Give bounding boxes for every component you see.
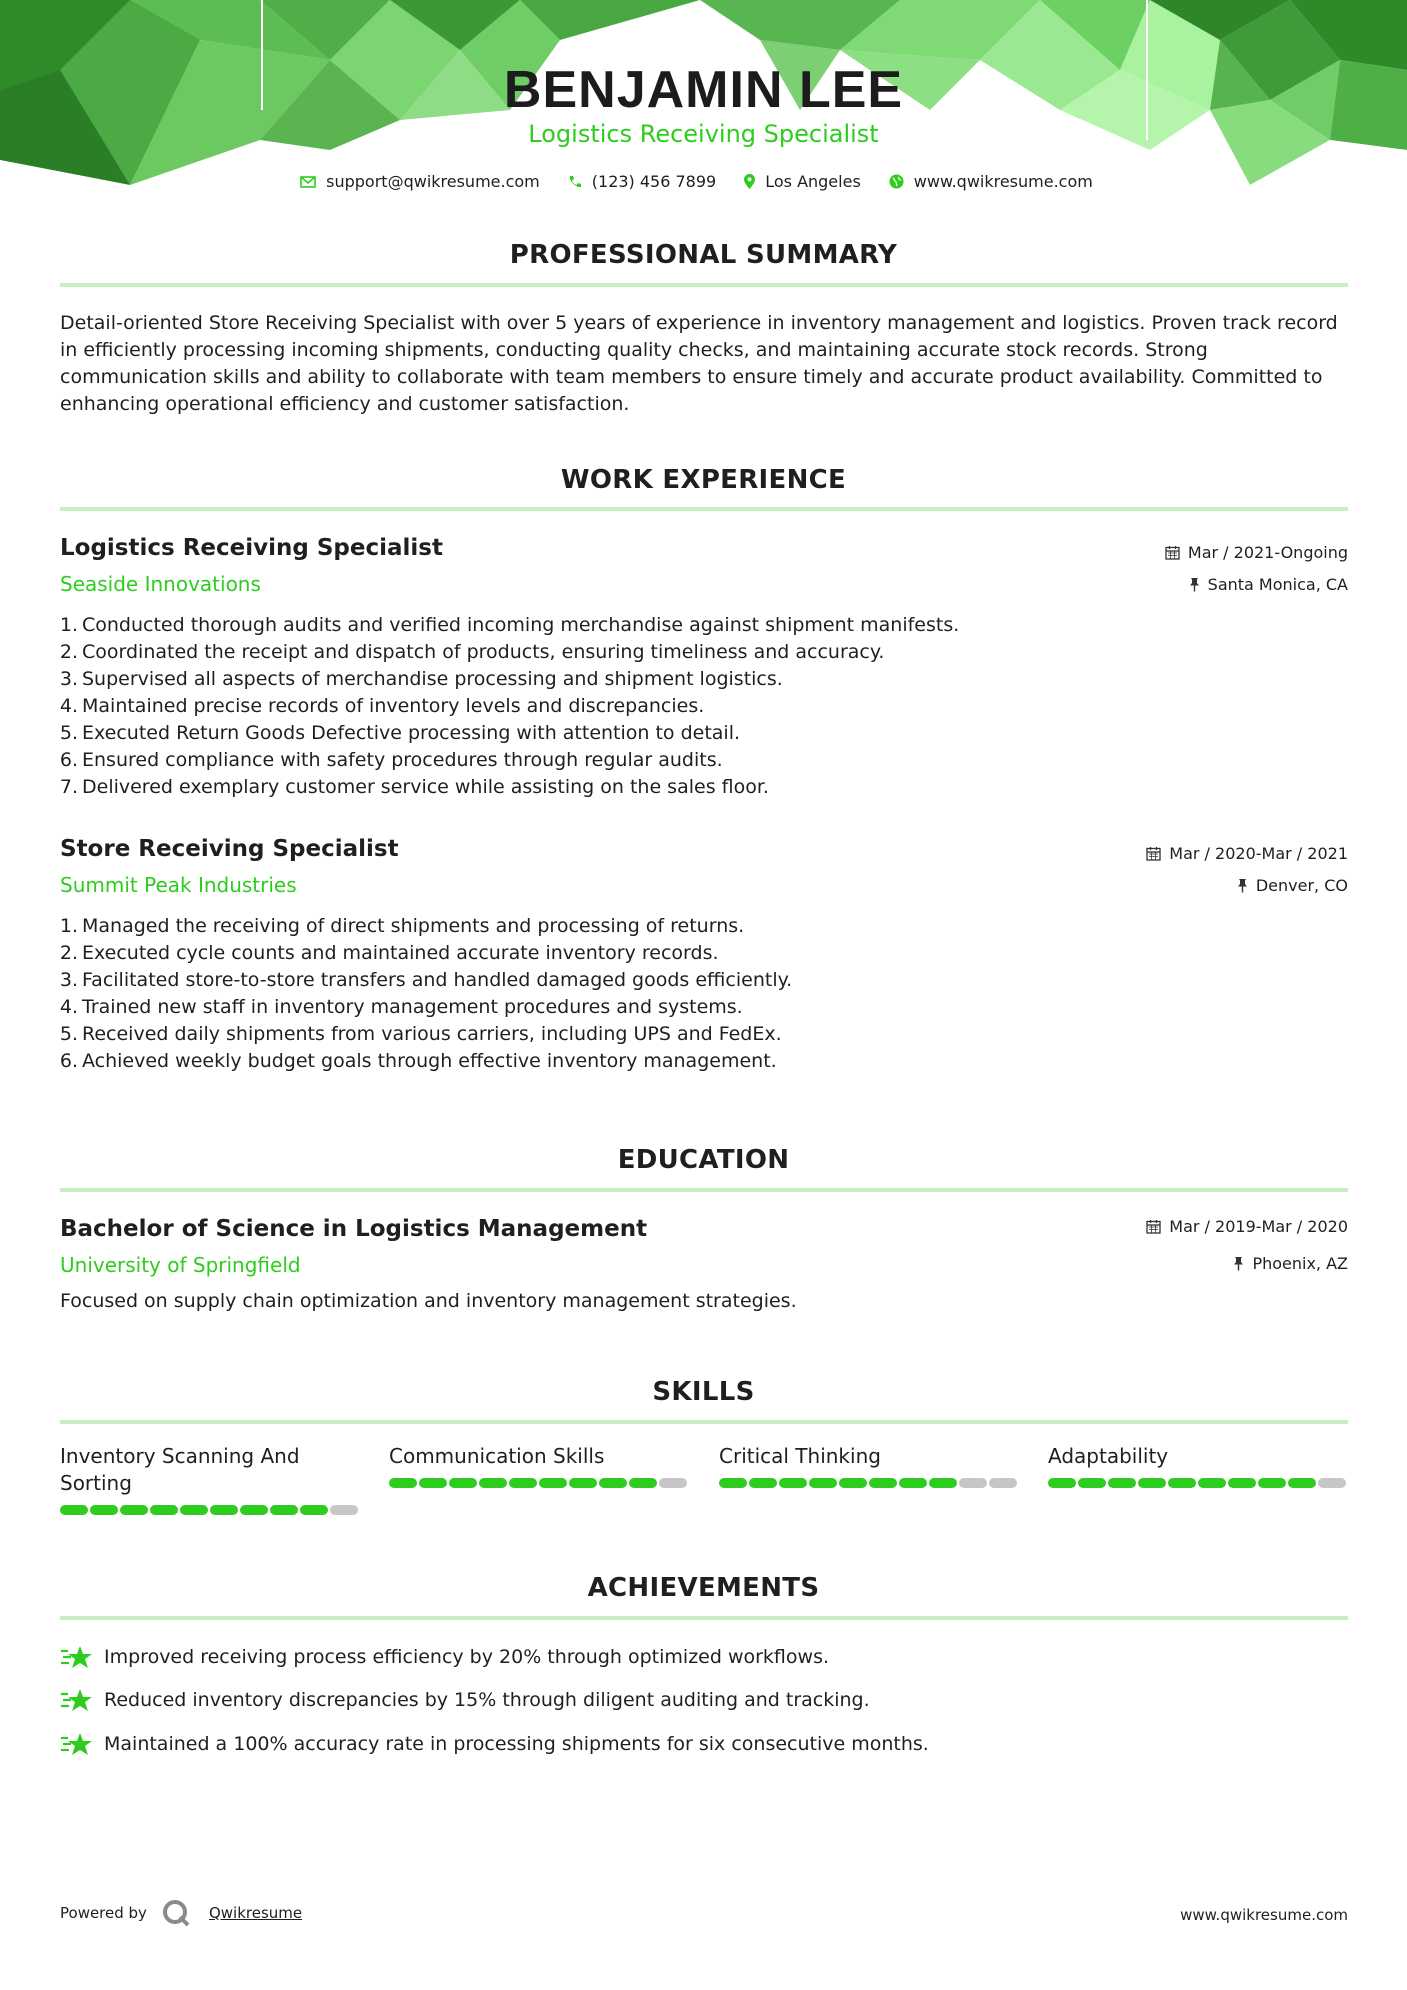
achievement-text: Maintained a 100% accuracy rate in processing shipments for six consecutive months. <box>104 1733 929 1755</box>
calendar-icon <box>1146 846 1161 861</box>
skill-item <box>1048 1443 1348 1488</box>
degree-title: Bachelor of Science in Logistics Management <box>60 1216 648 1242</box>
contact-bar <box>0 172 1407 191</box>
achievement-item <box>60 1686 870 1714</box>
list-item: 5. Executed Return Goods Defective processing with attention to detail. <box>59 722 741 744</box>
skill-segment-filled <box>509 1478 537 1488</box>
list-item: 1. Managed the receiving of direct shipments and processing of returns. <box>59 915 745 937</box>
website-text: www.qwikresume.com <box>913 172 1093 191</box>
skill-segment-filled <box>449 1478 477 1488</box>
summary-text: Detail-oriented Store Receiving Specialist with over 5 years of experience in inventory management and logistics. Proven track record in efficiently processing incoming shipments, conducting quality checks, and maintaining accurate stock records. Strong communication skills and ability to collaborate with team members to ensure timely and accurate product availability. Committed to enhancing operational efficiency and customer satisfaction. <box>60 312 1338 415</box>
pushpin-icon <box>1189 577 1200 592</box>
skill-segment-empty <box>1318 1478 1346 1488</box>
qwikresume-logo-icon <box>161 1898 191 1928</box>
skill-segment-filled <box>779 1478 807 1488</box>
skill-segment-filled <box>539 1478 567 1488</box>
skill-segment-empty <box>989 1478 1017 1488</box>
skill-segment-filled <box>1198 1478 1226 1488</box>
globe-icon <box>889 174 904 189</box>
skill-segment-filled <box>1048 1478 1076 1488</box>
list-item: 1. Conducted thorough audits and verified incoming merchandise against shipment manifests. <box>59 614 960 636</box>
skill-level-bar <box>389 1478 689 1488</box>
skill-segment-filled <box>749 1478 777 1488</box>
education-heading: EDUCATION <box>617 1145 790 1175</box>
job-dates <box>1165 543 1348 562</box>
list-item: 6. Achieved weekly budget goals through effective inventory management. <box>59 1050 777 1072</box>
skill-segment-filled <box>419 1478 447 1488</box>
skill-item <box>389 1443 689 1488</box>
list-item: 6. Ensured compliance with safety procedures through regular audits. <box>59 749 723 771</box>
skill-segment-filled <box>929 1478 957 1488</box>
section-divider <box>60 1616 1348 1620</box>
skill-segment-empty <box>659 1478 687 1488</box>
list-item: 2. Executed cycle counts and maintained accurate inventory records. <box>59 942 719 964</box>
footer-website[interactable]: www.qwikresume.com <box>1180 1906 1348 1924</box>
skill-segment-filled <box>719 1478 747 1488</box>
skill-level-bar <box>1048 1478 1348 1488</box>
contact-website[interactable] <box>889 172 1093 191</box>
skill-segment-filled <box>809 1478 837 1488</box>
achievements-heading: ACHIEVEMENTS <box>587 1573 820 1603</box>
job-dates <box>1146 844 1348 863</box>
email-text: support@qwikresume.com <box>326 172 540 191</box>
calendar-icon <box>1165 545 1180 560</box>
contact-email[interactable] <box>300 172 540 191</box>
skill-segment-filled <box>389 1478 417 1488</box>
candidate-role: Logistics Receiving Specialist <box>528 120 879 148</box>
skill-level-bar <box>60 1505 360 1515</box>
powered-by-label: Powered by <box>60 1904 147 1922</box>
skill-segment-filled <box>899 1478 927 1488</box>
education-description: Focused on supply chain optimization and inventory management strategies. <box>60 1290 797 1312</box>
skill-segment-filled <box>1078 1478 1106 1488</box>
pushpin-icon <box>1237 878 1248 893</box>
list-item: 3. Facilitated store-to-store transfers and handled damaged goods efficiently. <box>59 969 793 991</box>
education-dates-text: Mar / 2019-Mar / 2020 <box>1169 1217 1348 1236</box>
summary-heading: PROFESSIONAL SUMMARY <box>509 240 898 270</box>
skill-item <box>60 1443 360 1515</box>
list-item: 4. Maintained precise records of inventory levels and discrepancies. <box>59 695 705 717</box>
contact-phone[interactable] <box>568 172 716 191</box>
skill-segment-filled <box>270 1505 298 1515</box>
skill-level-bar <box>719 1478 1019 1488</box>
company-name: Summit Peak Industries <box>60 873 297 897</box>
job-bullets <box>52 612 1342 801</box>
education-dates <box>1146 1217 1348 1236</box>
education-location-text: Phoenix, AZ <box>1252 1254 1348 1273</box>
section-divider <box>60 1188 1348 1192</box>
calendar-icon <box>1146 1219 1161 1234</box>
skill-segment-filled <box>1138 1478 1166 1488</box>
list-item: 5. Received daily shipments from various carriers, including UPS and FedEx. <box>59 1023 782 1045</box>
skill-segment-filled <box>1288 1478 1316 1488</box>
skill-segment-filled <box>839 1478 867 1488</box>
section-divider <box>60 1420 1348 1424</box>
skill-segment-filled <box>869 1478 897 1488</box>
school-name: University of Springfield <box>60 1253 301 1277</box>
job-bullets <box>52 913 1342 1075</box>
skill-name: Communication Skills <box>389 1444 605 1468</box>
job-dates-text: Mar / 2020-Mar / 2021 <box>1169 844 1348 863</box>
skill-segment-filled <box>1168 1478 1196 1488</box>
skill-segment-filled <box>1258 1478 1286 1488</box>
shooting-star-icon <box>60 1643 94 1671</box>
location-text: Los Angeles <box>765 172 861 191</box>
achievement-item <box>60 1730 929 1758</box>
skill-segment-empty <box>959 1478 987 1488</box>
skill-segment-filled <box>60 1505 88 1515</box>
skill-segment-filled <box>120 1505 148 1515</box>
skill-segment-filled <box>180 1505 208 1515</box>
job-location-text: Denver, CO <box>1255 876 1348 895</box>
job-location <box>1237 876 1348 895</box>
skill-name: Critical Thinking <box>719 1444 881 1468</box>
shooting-star-icon <box>60 1686 94 1714</box>
skill-segment-filled <box>90 1505 118 1515</box>
experience-heading: WORK EXPERIENCE <box>560 465 847 495</box>
achievement-text: Improved receiving process efficiency by 20% through optimized workflows. <box>104 1646 830 1668</box>
skill-segment-filled <box>210 1505 238 1515</box>
job-title: Store Receiving Specialist <box>60 836 399 862</box>
skill-segment-filled <box>1108 1478 1136 1488</box>
education-location <box>1233 1254 1348 1273</box>
skills-heading: SKILLS <box>652 1377 755 1407</box>
envelope-icon <box>300 176 316 188</box>
shooting-star-icon <box>60 1730 94 1758</box>
candidate-name: BENJAMIN LEE <box>503 61 904 119</box>
achievement-text: Reduced inventory discrepancies by 15% through diligent auditing and tracking. <box>104 1689 870 1711</box>
job-dates-text: Mar / 2021-Ongoing <box>1187 543 1348 562</box>
skill-segment-filled <box>479 1478 507 1488</box>
skill-segment-filled <box>629 1478 657 1488</box>
job-location <box>1189 575 1348 594</box>
company-name: Seaside Innovations <box>60 572 261 596</box>
job-location-text: Santa Monica, CA <box>1207 575 1348 594</box>
pushpin-icon <box>1233 1256 1244 1271</box>
skill-segment-empty <box>330 1505 358 1515</box>
list-item: 7. Delivered exemplary customer service while assisting on the sales floor. <box>59 776 769 798</box>
phone-text: (123) 456 7899 <box>591 172 717 191</box>
map-marker-icon <box>744 174 755 189</box>
skill-name: Inventory Scanning And Sorting <box>60 1444 300 1495</box>
section-divider <box>60 507 1348 511</box>
list-item: 4. Trained new staff in inventory management procedures and systems. <box>59 996 743 1018</box>
skill-segment-filled <box>300 1505 328 1515</box>
phone-icon <box>568 175 582 189</box>
skill-segment-filled <box>150 1505 178 1515</box>
job-title: Logistics Receiving Specialist <box>60 535 443 561</box>
qwikresume-link[interactable]: Qwikresume <box>208 1904 303 1922</box>
skill-name: Adaptability <box>1048 1444 1169 1468</box>
footer-powered-by <box>60 1898 302 1928</box>
achievement-item <box>60 1643 829 1671</box>
contact-location <box>744 172 861 191</box>
skill-segment-filled <box>599 1478 627 1488</box>
section-divider <box>60 283 1348 287</box>
list-item: 3. Supervised all aspects of merchandise processing and shipment logistics. <box>59 668 783 690</box>
skill-segment-filled <box>1228 1478 1256 1488</box>
list-item: 2. Coordinated the receipt and dispatch of products, ensuring timeliness and accuracy. <box>59 641 885 663</box>
skill-segment-filled <box>569 1478 597 1488</box>
skill-item <box>719 1443 1019 1488</box>
skill-segment-filled <box>240 1505 268 1515</box>
